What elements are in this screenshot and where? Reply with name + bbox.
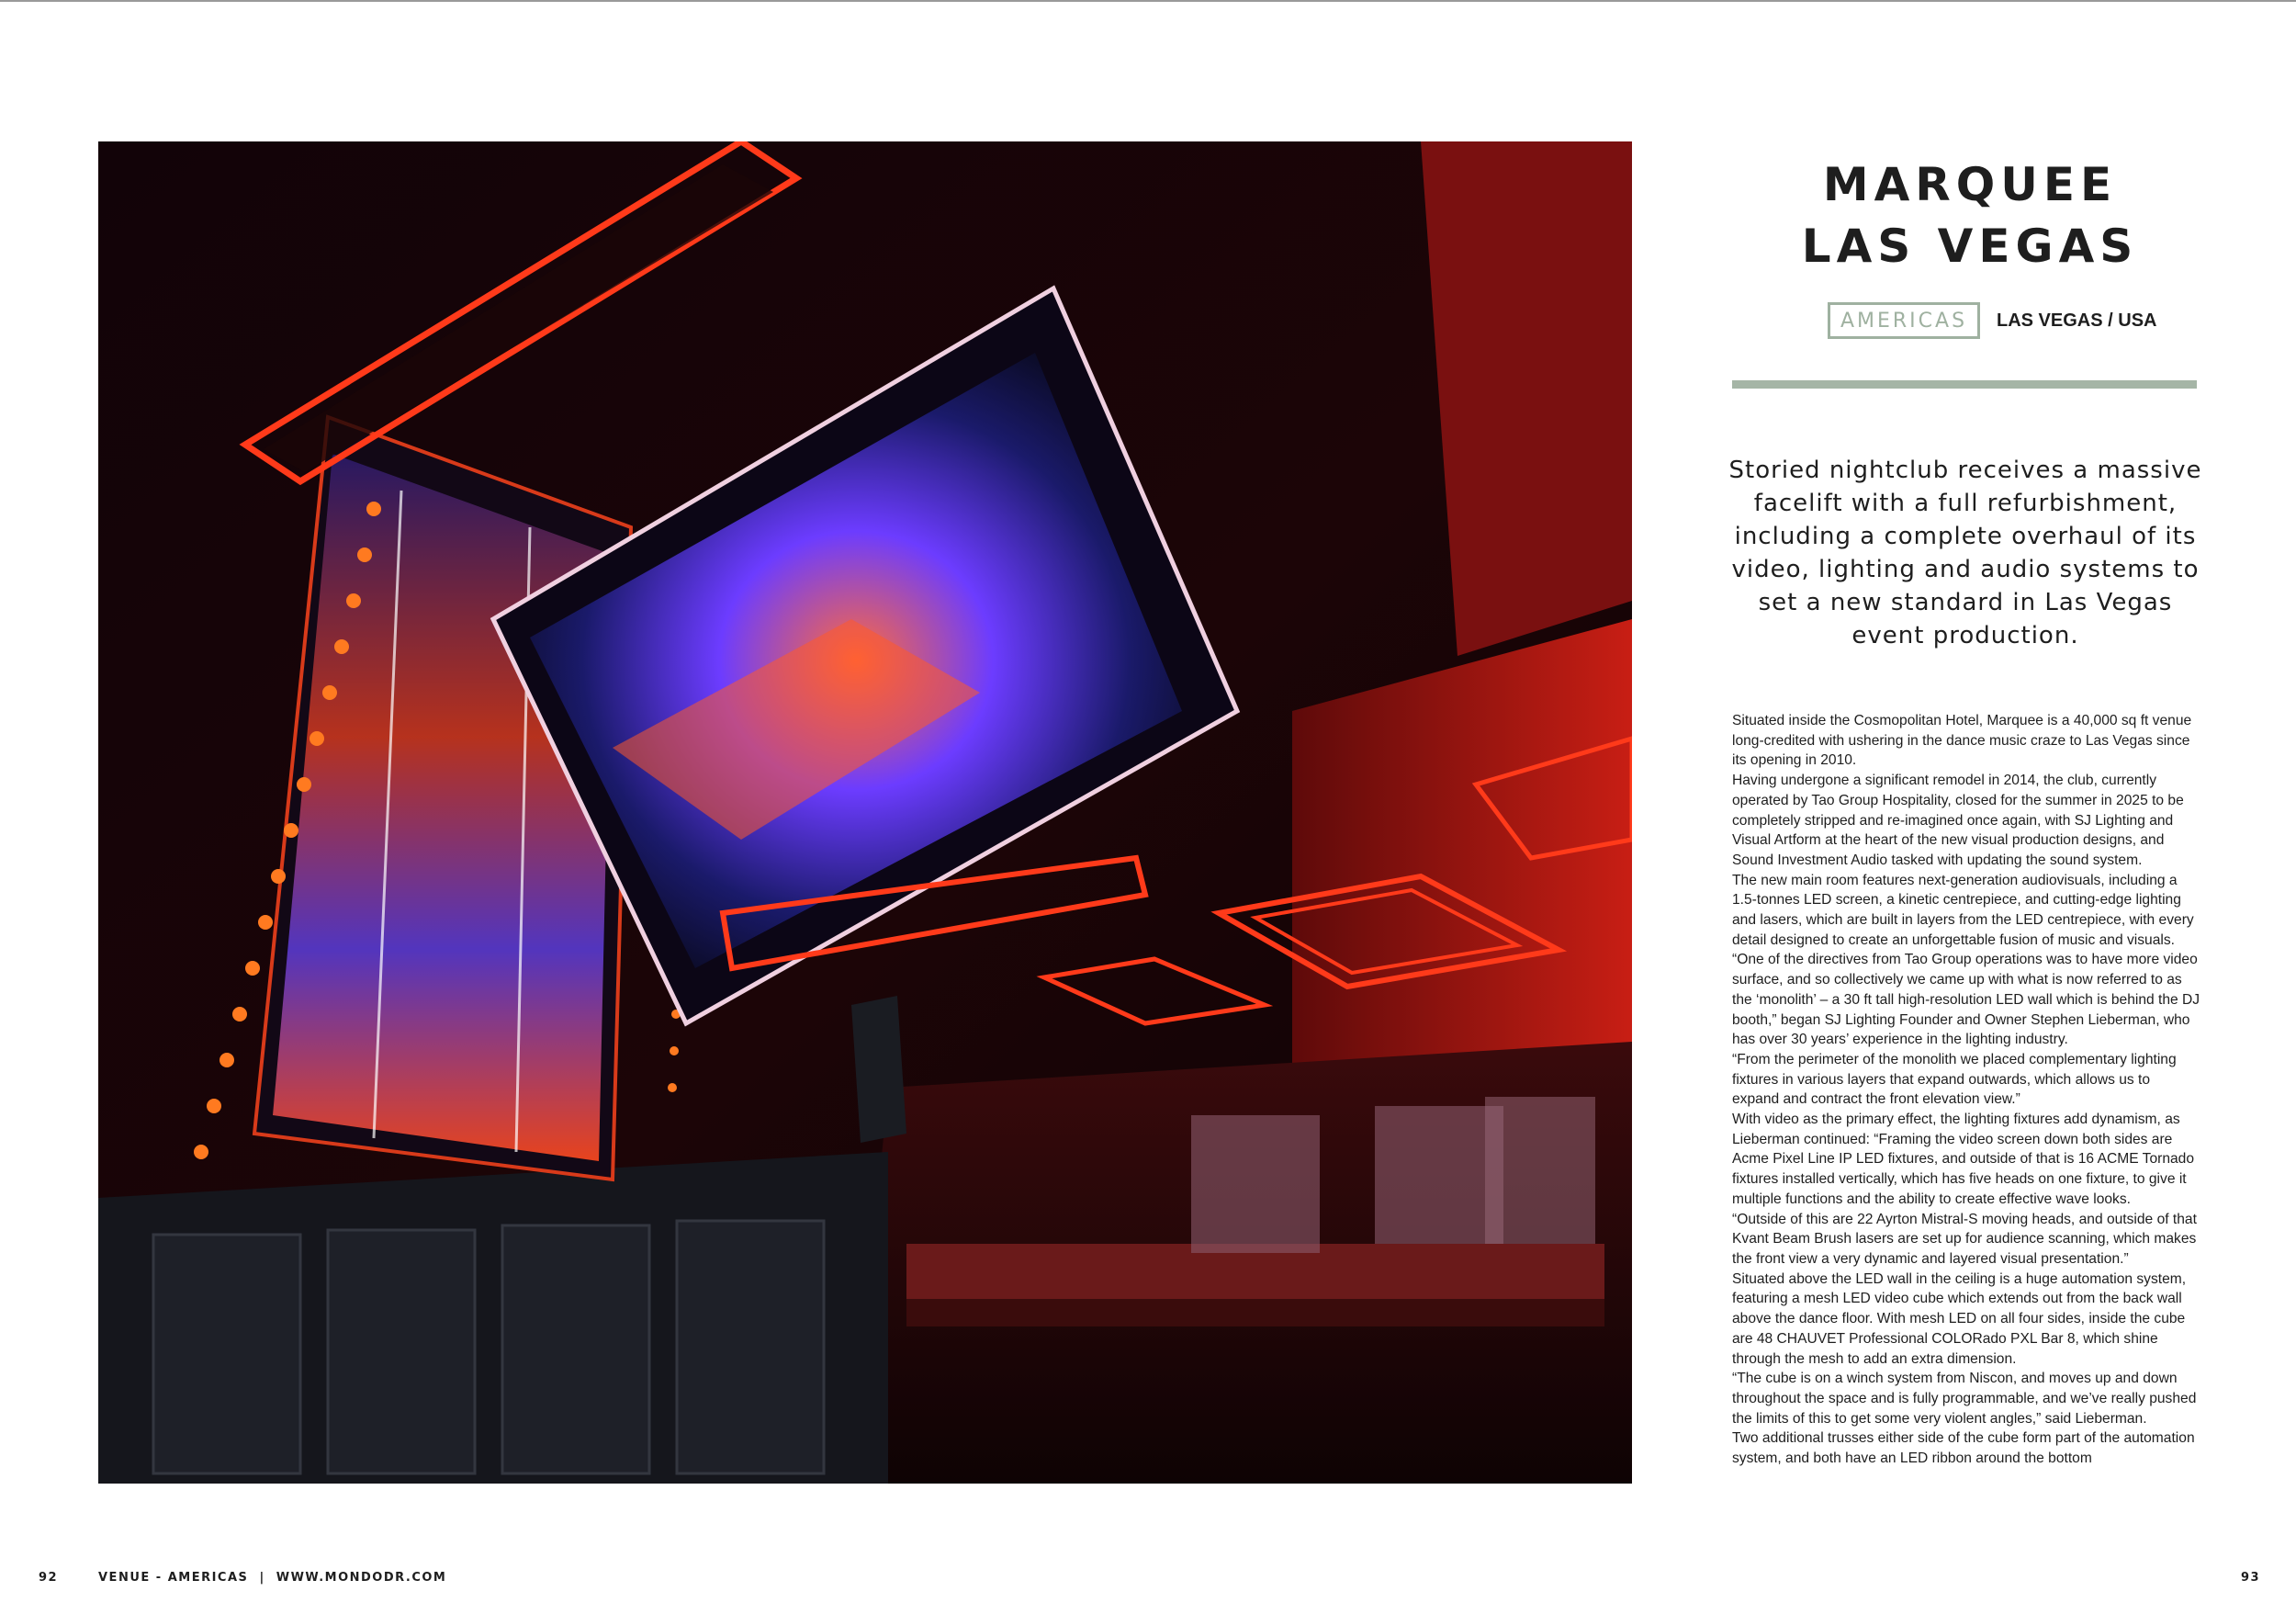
title-line-1: MARQUEE: [1822, 158, 2118, 211]
body-paragraph: Having undergone a significant remodel in 2014, the club, currently operated by Tao Group Hospitality, closed for the summer in 2025 to be completely stripped and re-imagined once again, with SJ Lighting and Visual Artform at the heart of the new visual production designs, and Sound Investment Audio tasked with updating the sound system.: [1732, 773, 2184, 868]
body-paragraph: The new main room features next-generation audiovisuals, including a 1.5-tonnes LED screen, a kinetic centrepiece, and cutting-edge lighting and lasers, which are built in layers from the LED centrepiece, with every detail designed to create an unforgettable fusion of music and visuals.: [1732, 872, 2194, 948]
title-line-2: LAS VEGAS: [1801, 220, 2139, 273]
venue-photo: [98, 141, 1632, 1484]
standfirst: Storied nightclub receives a massive facelift with a full refurbishment, including a complete overhaul of its video, lighting and audio systems to set a new standard in Las Vegas event production.: [1728, 457, 2202, 649]
top-rule: [0, 0, 2296, 2]
page-number-right: 93: [2241, 1571, 2261, 1585]
page-number-left: 92: [39, 1571, 59, 1585]
section-divider: [1732, 380, 2197, 389]
body-paragraph: Situated inside the Cosmopolitan Hotel, Marquee is a 40,000 sq ft venue long-credited with ushering in the dance music craze to Las Vegas since its opening in 2010.: [1732, 713, 2192, 769]
location-label: LAS VEGAS / USA: [1997, 310, 2157, 331]
body-paragraph: “Outside of this are 22 Ayrton Mistral-S moving heads, and outside of that Kvant Beam Brush lasers are set up for audience scanning, which makes the front view a very dynamic and layered visual presentation.”: [1732, 1211, 2197, 1267]
body-paragraph: “The cube is on a winch system from Niscon, and moves up and down throughout the space and is fully programmable, and we’ve really pushed the limits of this to get some very violent angles,” said Lieberman.: [1732, 1371, 2197, 1427]
body-paragraph: Situated above the LED wall in the ceiling is a huge automation system, featuring a mesh LED video cube which extends out from the back wall above the dance floor. With mesh LED on all four sides, inside the cube are 48 CHAUVET Professional COLORado PXL Bar 8, which shine through the mesh to add an extra dimension.: [1732, 1270, 2187, 1367]
body-paragraph: Two additional trusses either side of the cube form part of the automation system, and both have an LED ribbon around the bottom: [1732, 1430, 2195, 1467]
article-title: [1731, 154, 2209, 277]
running-footer: VENUE - AMERICAS | WWW.MONDODR.COM: [98, 1571, 447, 1585]
body-paragraph: “One of the directives from Tao Group operations was to have more video surface, and so collectively we came up with what is now referred to as the ‘monolith’ – a 30 ft tall high-resolution LED wall which is behind the DJ booth,” began SJ Lighting Founder and Owner Stephen Lieberman, who has over 30 years’ experience in the lighting industry.: [1732, 952, 2200, 1048]
region-tag: AMERICAS: [1828, 302, 1980, 339]
article-body: [1732, 711, 2200, 1492]
body-paragraph: “From the perimeter of the monolith we placed complementary lighting fixtures in various layers that expand outwards, which allows us to expand and contract the front elevation view.”: [1732, 1051, 2177, 1108]
body-paragraph: With video as the primary effect, the lighting fixtures add dynamism, as Lieberman continued: “Framing the video screen down both sides are Acme Pixel Line IP LED fixtures, and outside of that is 16 ACME Tornado fixtures installed vertically, which has five heads on one fixture, to give it multiple functions and the ability to create effective wave looks.: [1732, 1112, 2195, 1207]
